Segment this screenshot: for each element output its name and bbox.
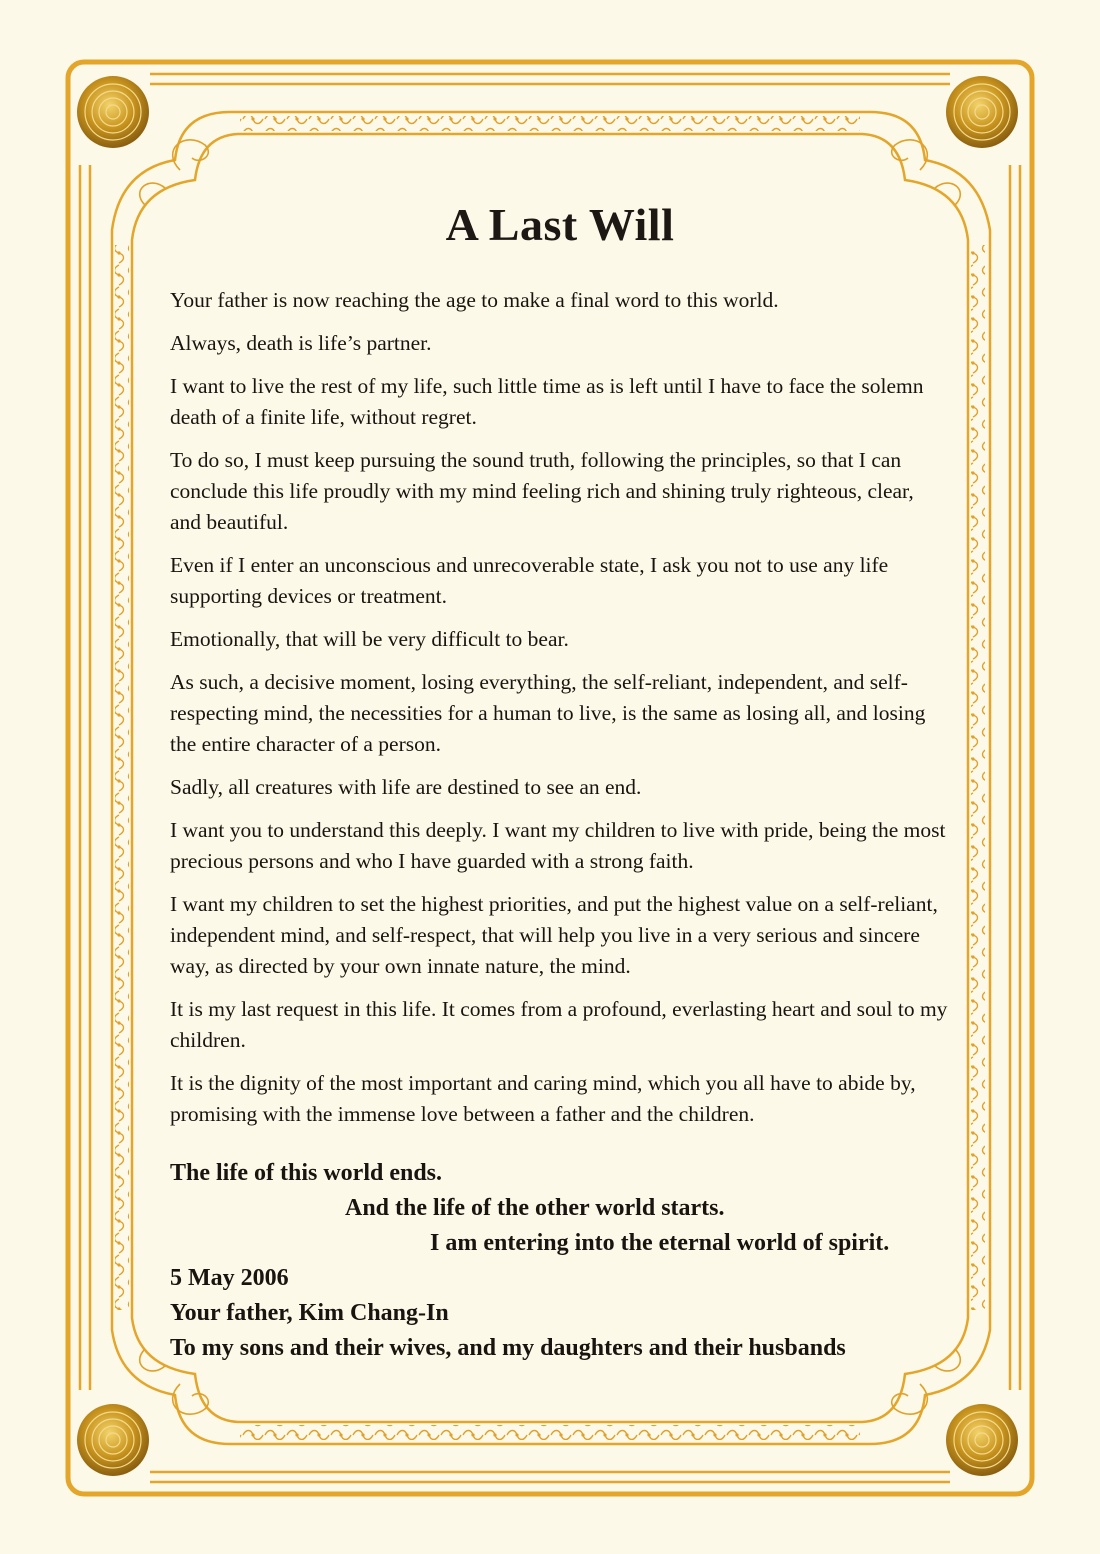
paragraph: I want you to understand this deeply. I want my children to live with pride, being the most precious persons and who I have guarded with a strong faith. — [170, 818, 946, 873]
paragraph: To do so, I must keep pursuing the sound truth, following the principles, so that I can conclude this life proudly with my mind feeling rich and shining truly righteous, clear, and beautiful. — [170, 448, 914, 534]
corner-medallion-top-left — [77, 76, 149, 148]
corner-medallion-top-right — [946, 76, 1018, 148]
paragraph: I want to live the rest of my life, such little time as is left until I have to face the solemn death of a finite life, without regret. — [170, 374, 924, 429]
paragraph: Your father is now reaching the age to make a final word to this world. — [170, 288, 779, 312]
closing-block — [170, 1156, 950, 1366]
addressee: To my sons and their wives, and my daughters and their husbands — [170, 1335, 846, 1361]
closing-line-2: And the life of the other world starts. — [345, 1195, 725, 1221]
paragraph: Sadly, all creatures with life are destined to see an end. — [170, 775, 642, 799]
corner-medallion-bottom-left — [77, 1404, 149, 1476]
paragraph: Emotionally, that will be very difficult to bear. — [170, 627, 569, 651]
will-body — [170, 195, 950, 1366]
paragraph: As such, a decisive moment, losing everything, the self-reliant, independent, and self-respecting mind, the necessities for a human to live, is the same as losing all, and losing the entire character of a person. — [170, 670, 926, 756]
document-title: A Last Will — [445, 199, 675, 250]
closing-line-1: The life of this world ends. — [170, 1160, 443, 1186]
paragraph: Even if I enter an unconscious and unrecoverable state, I ask you not to use any life supporting devices or treatment. — [170, 553, 889, 608]
will-date: 5 May 2006 — [170, 1265, 289, 1291]
corner-medallion-bottom-right — [946, 1404, 1018, 1476]
paragraph: I want my children to set the highest priorities, and put the highest value on a self-reliant, independent mind, and self-respect, that will help you live in a very serious and sincere way, as directed by your own innate nature, the mind. — [170, 892, 938, 978]
paragraph: It is my last request in this life. It comes from a profound, everlasting heart and soul to my children. — [170, 997, 948, 1052]
closing-line-3: I am entering into the eternal world of spirit. — [430, 1230, 890, 1256]
signature: Your father, Kim Chang-In — [170, 1300, 449, 1326]
paragraph: Always, death is life’s partner. — [170, 331, 432, 355]
paragraph: It is the dignity of the most important and caring mind, which you all have to abide by, promising with the immense love between a father and the children. — [170, 1071, 916, 1126]
